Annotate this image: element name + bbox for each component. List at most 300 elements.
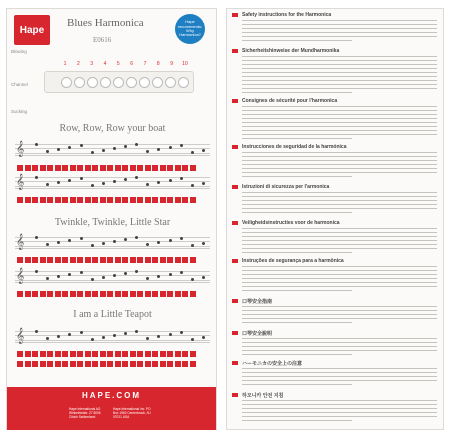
section-title: Consignes de sécurité pour l'harmonica	[242, 98, 338, 104]
flag-icon	[232, 299, 238, 303]
music-note	[57, 148, 60, 151]
note-box	[152, 257, 158, 263]
note-box	[62, 351, 68, 357]
note-box	[130, 351, 136, 357]
note-box	[85, 351, 91, 357]
note-box	[32, 291, 38, 297]
note-box	[115, 361, 121, 367]
flag-icon	[232, 99, 238, 103]
music-note	[35, 176, 38, 179]
music-note	[157, 181, 160, 184]
hole	[139, 77, 150, 88]
music-note	[202, 242, 205, 245]
hole-number: 4	[103, 61, 107, 67]
website: HAPE.COM	[81, 391, 142, 400]
note-box	[145, 165, 151, 171]
music-note	[169, 239, 172, 242]
hole	[61, 77, 72, 88]
hole-number: 2	[76, 61, 80, 67]
note-box	[40, 257, 46, 263]
music-staff: 𝄞	[15, 237, 210, 249]
music-note	[57, 335, 60, 338]
text-line	[242, 208, 437, 209]
music-note	[191, 278, 194, 281]
music-note	[202, 182, 205, 185]
footer-band	[7, 387, 216, 430]
music-note	[68, 239, 71, 242]
note-box	[92, 257, 98, 263]
note-box	[62, 197, 68, 203]
text-line	[242, 28, 437, 29]
text-line	[242, 420, 352, 421]
music-note	[135, 176, 138, 179]
music-note	[202, 336, 205, 339]
music-note	[91, 338, 94, 341]
text-line	[242, 80, 437, 81]
note-boxes	[17, 257, 207, 263]
note-box	[70, 197, 76, 203]
note-box	[190, 197, 196, 203]
music-note	[135, 330, 138, 333]
music-note	[169, 333, 172, 336]
note-box	[130, 197, 136, 203]
note-box	[137, 197, 143, 203]
text-line	[242, 274, 437, 275]
note-box	[100, 351, 106, 357]
text-line	[242, 204, 437, 205]
note-box	[47, 351, 53, 357]
note-box	[107, 351, 113, 357]
music-note	[102, 149, 105, 152]
text-line	[242, 134, 437, 135]
music-note	[102, 242, 105, 245]
text-line	[242, 384, 352, 385]
music-note	[57, 275, 60, 278]
text-line	[242, 278, 437, 279]
note-box	[77, 291, 83, 297]
note-boxes	[17, 165, 207, 171]
section-title: ハーモニカの安全上の注意	[242, 361, 303, 367]
product-code: E0616	[93, 36, 112, 44]
note-box	[55, 197, 61, 203]
hole	[87, 77, 98, 88]
note-box	[100, 197, 106, 203]
music-note	[146, 243, 149, 246]
address-europe: Hape International AG Winkelriedstr. 27 8006 Zürich Switzerland	[69, 407, 101, 420]
music-note	[157, 275, 160, 278]
music-note	[146, 337, 149, 340]
music-note	[113, 274, 116, 277]
song-title: Twinkle, Twinkle, Little Star	[54, 217, 171, 228]
address-usa: Hape International Inc. PO Box 1960 Centerbrook, NJ 07021 USA	[113, 407, 151, 420]
note-box	[85, 197, 91, 203]
text-line	[242, 156, 437, 157]
text-line	[242, 372, 437, 373]
text-line	[242, 408, 437, 409]
note-box	[100, 291, 106, 297]
music-note	[180, 237, 183, 240]
music-note	[113, 334, 116, 337]
note-box	[40, 291, 46, 297]
note-box	[175, 257, 181, 263]
note-box	[152, 197, 158, 203]
note-box	[77, 197, 83, 203]
music-note	[124, 178, 127, 181]
note-box	[130, 165, 136, 171]
hole-number: 9	[170, 61, 174, 67]
text-line	[242, 346, 437, 347]
music-note	[102, 276, 105, 279]
flag-icon	[232, 221, 238, 225]
note-box	[25, 197, 31, 203]
music-note	[191, 244, 194, 247]
note-box	[115, 197, 121, 203]
note-box	[160, 351, 166, 357]
note-box	[122, 291, 128, 297]
text-line	[242, 412, 437, 413]
note-box	[55, 257, 61, 263]
note-box	[152, 165, 158, 171]
section-title: Sicherheitshinweise der Mundharmonika	[242, 48, 340, 54]
note-box	[160, 257, 166, 263]
text-line	[242, 290, 352, 291]
note-box	[92, 197, 98, 203]
note-box	[62, 257, 68, 263]
music-note	[124, 332, 127, 335]
music-note	[135, 236, 138, 239]
hole-number: 10	[182, 61, 188, 67]
note-box	[92, 361, 98, 367]
note-box	[152, 291, 158, 297]
note-box	[130, 291, 136, 297]
music-note	[113, 147, 116, 150]
text-line	[242, 92, 352, 93]
music-staff: 𝄞	[15, 331, 210, 343]
harmonica-diagram	[44, 71, 194, 93]
instruction-sheet-left	[6, 8, 217, 430]
note-box	[77, 257, 83, 263]
note-box	[182, 361, 188, 367]
note-box	[92, 351, 98, 357]
text-line	[242, 68, 437, 69]
section-title: Veiligheidsinstructies voor de harmonica	[242, 220, 340, 226]
note-box	[70, 351, 76, 357]
note-box	[17, 257, 23, 263]
music-note	[146, 150, 149, 153]
music-note	[202, 276, 205, 279]
text-line	[242, 310, 437, 311]
text-line	[242, 168, 437, 169]
text-line	[242, 416, 437, 417]
text-line	[242, 266, 437, 267]
note-box	[107, 165, 113, 171]
music-note	[46, 150, 49, 153]
text-line	[242, 232, 437, 233]
hole	[113, 77, 124, 88]
music-note	[135, 270, 138, 273]
text-line	[242, 192, 437, 193]
text-line	[242, 236, 437, 237]
note-box	[77, 351, 83, 357]
hole	[178, 77, 189, 88]
music-note	[68, 146, 71, 149]
note-box	[47, 197, 53, 203]
text-line	[242, 32, 437, 33]
music-note	[191, 151, 194, 154]
recommendation-badge: Hape recommends: Why Harmonica?	[175, 14, 205, 44]
note-box	[182, 291, 188, 297]
text-line	[242, 314, 437, 315]
note-box	[40, 351, 46, 357]
text-line	[242, 244, 437, 245]
text-line	[242, 126, 437, 127]
note-box	[145, 257, 151, 263]
note-box	[40, 197, 46, 203]
note-boxes	[17, 291, 207, 297]
note-box	[190, 291, 196, 297]
note-box	[130, 361, 136, 367]
text-line	[242, 40, 352, 41]
note-box	[160, 165, 166, 171]
music-note	[169, 146, 172, 149]
text-line	[242, 200, 437, 201]
note-box	[167, 257, 173, 263]
note-box	[190, 257, 196, 263]
note-box	[32, 257, 38, 263]
note-box	[85, 165, 91, 171]
note-box	[137, 361, 143, 367]
music-note	[124, 272, 127, 275]
text-line	[242, 20, 437, 21]
music-note	[135, 143, 138, 146]
note-box	[17, 165, 23, 171]
note-box	[122, 165, 128, 171]
note-box	[62, 361, 68, 367]
song-title: I am a Little Teapot	[73, 309, 152, 320]
music-note	[191, 184, 194, 187]
music-note	[102, 336, 105, 339]
note-boxes	[17, 351, 207, 357]
text-line	[242, 350, 437, 351]
flag-icon	[232, 361, 238, 365]
text-line	[242, 64, 437, 65]
music-note	[46, 243, 49, 246]
note-box	[25, 361, 31, 367]
product-title: Blues Harmonica	[67, 17, 144, 29]
note-box	[152, 351, 158, 357]
music-note	[91, 184, 94, 187]
note-box	[182, 165, 188, 171]
note-box	[130, 257, 136, 263]
note-box	[145, 291, 151, 297]
note-box	[137, 165, 143, 171]
text-line	[242, 36, 437, 37]
text-line	[242, 338, 437, 339]
text-line	[242, 152, 437, 153]
note-box	[32, 361, 38, 367]
hole-number: 7	[143, 61, 147, 67]
music-note	[80, 177, 83, 180]
note-box	[100, 165, 106, 171]
music-note	[46, 183, 49, 186]
channel-label: Channel	[11, 82, 28, 87]
music-note	[157, 335, 160, 338]
text-line	[242, 286, 437, 287]
note-box	[115, 351, 121, 357]
music-note	[35, 236, 38, 239]
note-box	[55, 351, 61, 357]
text-line	[242, 282, 437, 283]
flag-icon	[232, 145, 238, 149]
note-box	[25, 257, 31, 263]
note-box	[25, 351, 31, 357]
text-line	[242, 172, 437, 173]
note-box	[182, 257, 188, 263]
section-title: Istruzioni di sicurezza per l'armonica	[242, 184, 330, 190]
music-note	[124, 238, 127, 241]
music-note	[68, 179, 71, 182]
hole-number: 3	[90, 61, 94, 67]
music-note	[80, 237, 83, 240]
music-note	[35, 270, 38, 273]
note-box	[107, 197, 113, 203]
note-box	[137, 351, 143, 357]
note-box	[62, 291, 68, 297]
music-note	[180, 271, 183, 274]
text-line	[242, 196, 437, 197]
text-line	[242, 322, 352, 323]
text-line	[242, 318, 437, 319]
note-box	[167, 197, 173, 203]
note-box	[182, 197, 188, 203]
text-line	[242, 306, 437, 307]
music-note	[46, 277, 49, 280]
note-box	[160, 361, 166, 367]
music-note	[113, 180, 116, 183]
note-box	[70, 257, 76, 263]
flag-icon	[232, 49, 238, 53]
music-note	[180, 331, 183, 334]
music-note	[68, 273, 71, 276]
note-box	[85, 361, 91, 367]
hole-numbers	[60, 61, 190, 67]
hole-number: 6	[130, 61, 134, 67]
hole	[74, 77, 85, 88]
note-box	[122, 257, 128, 263]
note-box	[70, 165, 76, 171]
note-box	[92, 165, 98, 171]
note-box	[167, 165, 173, 171]
note-box	[77, 361, 83, 367]
music-staff: 𝄞	[15, 144, 210, 156]
note-box	[115, 257, 121, 263]
note-box	[25, 165, 31, 171]
music-staff: 𝄞	[15, 271, 210, 283]
text-line	[242, 270, 437, 271]
note-box	[17, 361, 23, 367]
text-line	[242, 368, 437, 369]
note-box	[175, 361, 181, 367]
music-note	[191, 338, 194, 341]
text-line	[242, 240, 437, 241]
note-box	[107, 361, 113, 367]
text-line	[242, 138, 352, 139]
flag-icon	[232, 259, 238, 263]
note-box	[40, 361, 46, 367]
text-line	[242, 114, 437, 115]
music-note	[157, 241, 160, 244]
section-title: 口琴安全說明	[242, 331, 273, 337]
music-note	[35, 330, 38, 333]
note-box	[32, 197, 38, 203]
hole-number: 8	[156, 61, 160, 67]
music-note	[80, 271, 83, 274]
song-title: Row, Row, Row your boat	[59, 123, 166, 134]
music-note	[68, 333, 71, 336]
text-line	[242, 380, 437, 381]
section-title: 口琴安全指南	[242, 299, 273, 305]
music-note	[202, 149, 205, 152]
hole	[126, 77, 137, 88]
music-note	[91, 278, 94, 281]
text-line	[242, 84, 437, 85]
section-title: Instruções de segurança para a harmônica	[242, 258, 344, 264]
music-note	[180, 144, 183, 147]
music-note	[102, 182, 105, 185]
text-line	[242, 110, 437, 111]
text-line	[242, 342, 437, 343]
note-box	[70, 291, 76, 297]
music-note	[180, 177, 183, 180]
note-box	[122, 197, 128, 203]
note-box	[145, 197, 151, 203]
hape-logo: Hape	[14, 15, 50, 45]
note-box	[115, 165, 121, 171]
text-line	[242, 176, 352, 177]
note-box	[115, 291, 121, 297]
note-box	[40, 165, 46, 171]
note-boxes	[17, 361, 207, 367]
section-title: Safety instructions for the Harmonica	[242, 12, 332, 18]
flag-icon	[232, 13, 238, 17]
music-note	[146, 183, 149, 186]
note-box	[122, 361, 128, 367]
music-note	[169, 179, 172, 182]
note-box	[145, 351, 151, 357]
hole	[100, 77, 111, 88]
note-box	[175, 291, 181, 297]
hole	[165, 77, 176, 88]
music-note	[169, 273, 172, 276]
text-line	[242, 160, 437, 161]
music-note	[80, 144, 83, 147]
text-line	[242, 164, 437, 165]
note-box	[70, 361, 76, 367]
music-note	[35, 143, 38, 146]
text-line	[242, 24, 437, 25]
text-line	[242, 130, 437, 131]
hole-number: 5	[116, 61, 120, 67]
music-note	[46, 337, 49, 340]
text-line	[242, 354, 352, 355]
music-staff: 𝄞	[15, 177, 210, 189]
music-note	[146, 277, 149, 280]
note-box	[85, 257, 91, 263]
text-line	[242, 404, 437, 405]
note-box	[17, 197, 23, 203]
music-note	[91, 151, 94, 154]
note-box	[17, 351, 23, 357]
